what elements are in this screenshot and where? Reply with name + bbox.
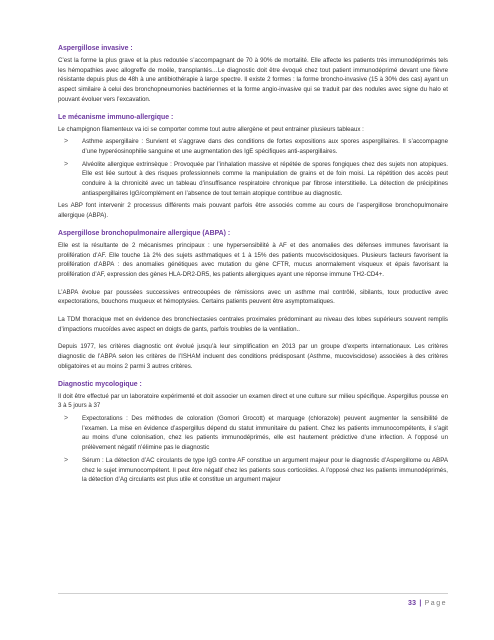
list-item <box>58 456 448 485</box>
chevron-right-icon: > <box>64 414 69 422</box>
bullet-list <box>58 137 448 198</box>
page-number: 33 <box>407 600 417 607</box>
page-label: Page <box>424 600 447 607</box>
list-item-text: Alvéolite allergique extrinsèque : Provoquée par l’inhalation massive et répétée de spores fongiques chez des sujets non atopiques. Elle est liée surtout à des risques professionnels comme la manipulation de grains et de foin moisi. La répétition des accès peut conduire à la chronicité avec un tableau d’insuffisance respiratoire chronique par fibrose interstitielle. La détection de précipitines antiaspergillaires IgG/complément en l’absence de tout terrain atopique contribue au diagnostic. <box>82 160 448 197</box>
paragraph: Depuis 1977, les critères diagnostic ont évolué jusqu’à leur simplification en 2013 par un groupe d’experts internationaux. Les critères diagnostic de l’ABPA selon les critères de l’ISHAM incluent des conditions prédisposant (Asthme, mucoviscidose) associées à des critères obligatoires et au moins 2 parmi 3 autres critères. <box>58 343 448 370</box>
bullet-list <box>58 414 448 485</box>
section-heading: Diagnostic mycologique : <box>58 380 142 388</box>
footer-divider <box>58 593 448 594</box>
page-footer <box>408 600 447 607</box>
paragraph: L’ABPA évolue par poussées successives entrecoupées de rémissions avec un asthme mal contrôlé, sibilants, toux productive avec expectorations, bouchons muqueux et hémoptysies. Certains patients peuvent être asymptomatiques. <box>58 288 448 306</box>
list-item-text: Expectorations : Des méthodes de coloration (Gomori Grocott) et marquage (chlorazole) peuvent augmenter la sensibilité de l’examen. La mise en évidence d’aspergillus dépend du statut immunitaire du patient. Chez les patients immunocompétents, il s’agit au moins d’une colonisation, chez les patients immunodéprimés, elle est hautement prédictive d’une infection. A l’opposé un prélèvement négatif n’élimine pas le diagnostic <box>82 414 448 452</box>
chevron-right-icon: > <box>64 160 69 168</box>
paragraph: C’est la forme la plus grave et la plus redoutée s’accompagnant de 70 à 90% de mortalité. Elle affecte les patients très immunodéprimés tels les hémopathies avec allogreffe de moële, transplantés…Le diagnostic doit être évoqué chez tout patient immunodéprimé devant une fièvre résistante depuis plus de 48h à une antibiothérapie à large spectre. Il existe 2 formes : la forme broncho-invasive (15 à 30% des cas) ayant un aspect similaire à celui des bronchopneumonies bactériennes et la forme angio-invasive qui se traduit par des nodules avec signe du halo et pouvant évoluer vers l’excavation. <box>58 57 448 103</box>
list-item <box>58 137 448 156</box>
section-abpa <box>58 229 448 372</box>
section-heading: Le mécanisme immuno-allergique : <box>58 113 174 121</box>
list-item-text: Asthme aspergillaire : Survient et s’aggrave dans des conditions de fortes expositions aux spores aspergillaires. Il s’accompagne d’une hyperéosinophilie sanguine et une augmentation des IgE spécifiques anti-aspergillaires. <box>82 138 448 155</box>
footer-separator: | <box>419 600 422 607</box>
paragraph: Il doit être effectué par un laboratoire expérimenté et doit associer un examen direct et une culture sur milieu spécifique. Aspergillus pousse en 3 à 5 jours à 37 <box>58 392 448 410</box>
page-content <box>58 44 448 488</box>
section-diagnostic-mycologique <box>58 380 448 485</box>
list-item <box>58 160 448 199</box>
paragraph: La TDM thoracique met en évidence des bronchiectasies centrales proximales prédominant au niveau des lobes supérieurs souvent remplis d’impactions mucoïdes avec aspect en doigts de gants, parfois troubles de la ventilation.. <box>58 316 448 333</box>
list-item-text: Sérum : La détection d’AC circulants de type IgG contre AF constitue un argument majeur pour le diagnostic d’Aspergillome ou ABPA chez le sujet immunocompétent. Il peut être négatif chez les patients sous corticoïdes. A l’opposé chez les patients immunodéprimés, la détection d’Ag circulants est plus utile et constitue un argument majeur <box>82 456 448 484</box>
section-aspergillose-invasive <box>58 44 448 105</box>
section-heading: Aspergillose invasive : <box>58 45 133 52</box>
section-mecanisme-immuno-allergique <box>58 113 448 221</box>
chevron-right-icon: > <box>64 138 69 146</box>
paragraph: Elle est la résultante de 2 mécanismes principaux : une hypersensibilité à AF et des anomalies des défenses immunes favorisant la prolifération d’AF. Elle touche 1à 2% des sujets asthmatiques et 1 à 15% des patients mucoviscidosiques. Plusieurs facteurs favorisent la prolifération d’ABPA : des anomalies génétiques avec mutation du gène CFTR, mucus anormalement visqueux et épais favorisant la prolifération d’AF, expression des gènes HLA-DR2-DR5, les patients allergiques ayant une réponse immune TH2-CD4+. <box>58 241 448 278</box>
paragraph: Les ABP font intervenir 2 processus différents mais pouvant parfois être associés comme au cours de l’aspergillose bronchopulmonaire allergique (ABPA). <box>58 202 448 220</box>
section-heading: Aspergillose bronchopulmonaire allergique (ABPA) : <box>58 229 231 237</box>
paragraph: Le champignon filamenteux va ici se comporter comme tout autre allergène et peut entrainer plusieurs tableaux : <box>58 125 364 133</box>
chevron-right-icon: > <box>64 456 69 464</box>
list-item <box>58 414 448 453</box>
